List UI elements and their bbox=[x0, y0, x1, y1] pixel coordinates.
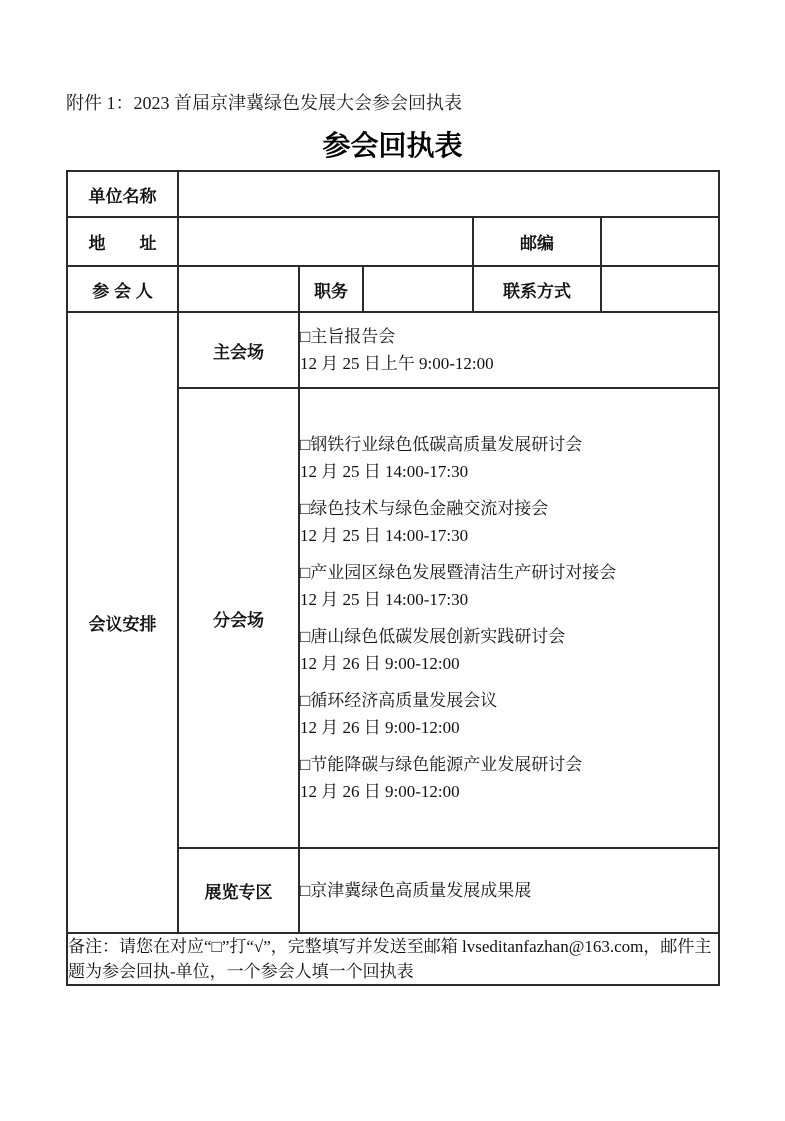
checkbox-icon[interactable]: □ bbox=[300, 435, 311, 454]
session-item bbox=[300, 495, 718, 549]
unit-name-input[interactable] bbox=[178, 171, 719, 217]
checkbox-icon[interactable]: □ bbox=[300, 327, 311, 346]
contact-label: 联系方式 bbox=[473, 266, 601, 312]
note-text: 备注：请您在对应“□”打“√”，完整填写并发送至邮箱 lvseditanfazhan@163.com，邮件主题为参会回执-单位，一个参会人填一个回执表 bbox=[67, 933, 719, 985]
main-venue-row bbox=[67, 312, 719, 388]
checkbox-icon[interactable]: □ bbox=[300, 499, 311, 518]
sub-venue-cell bbox=[299, 388, 719, 848]
session-time: 12 月 26 日 9:00-12:00 bbox=[300, 654, 460, 673]
attendee-input[interactable] bbox=[178, 266, 299, 312]
postcode-input[interactable] bbox=[601, 217, 719, 266]
position-label: 职务 bbox=[299, 266, 363, 312]
document-title: 参会回执表 bbox=[322, 130, 463, 161]
session-time: 12 月 26 日 9:00-12:00 bbox=[300, 718, 460, 737]
session-item bbox=[300, 623, 718, 677]
main-venue-label: 主会场 bbox=[178, 312, 299, 388]
session-name: 绿色技术与绿色金融交流对接会 bbox=[310, 499, 549, 518]
contact-input[interactable] bbox=[601, 266, 719, 312]
checkbox-icon[interactable]: □ bbox=[300, 691, 311, 710]
session-item bbox=[300, 559, 718, 613]
session-name: 京津冀绿色高质量发展成果展 bbox=[310, 881, 532, 900]
attendee-row bbox=[67, 266, 719, 312]
address-input[interactable] bbox=[178, 217, 473, 266]
position-input[interactable] bbox=[363, 266, 473, 312]
session-name: 钢铁行业绿色低碳高质量发展研讨会 bbox=[310, 435, 583, 454]
main-venue-cell bbox=[299, 312, 719, 388]
session-item bbox=[300, 323, 718, 377]
checkbox-icon[interactable]: □ bbox=[300, 755, 311, 774]
session-time: 12 月 26 日 9:00-12:00 bbox=[300, 782, 460, 801]
checkbox-icon[interactable]: □ bbox=[300, 563, 311, 582]
attachment-heading: 附件 1：2023 首届京津冀绿色发展大会参会回执表 bbox=[66, 93, 462, 113]
session-time: 12 月 25 日 14:00-17:30 bbox=[300, 462, 469, 481]
checkbox-icon[interactable]: □ bbox=[300, 627, 311, 646]
session-item bbox=[300, 431, 718, 485]
checkbox-icon[interactable]: □ bbox=[300, 881, 311, 900]
session-name: 循环经济高质量发展会议 bbox=[310, 691, 498, 710]
session-name: 主旨报告会 bbox=[310, 327, 396, 346]
postcode-label: 邮编 bbox=[473, 217, 601, 266]
session-time: 12 月 25 日上午 9:00-12:00 bbox=[300, 354, 494, 373]
reply-form-table bbox=[66, 170, 720, 986]
session-time: 12 月 25 日 14:00-17:30 bbox=[300, 590, 469, 609]
session-item bbox=[300, 687, 718, 741]
exhibition-label: 展览专区 bbox=[178, 848, 299, 933]
schedule-section-label: 会议安排 bbox=[67, 312, 178, 933]
session-item bbox=[300, 877, 718, 904]
session-name: 唐山绿色低碳发展创新实践研讨会 bbox=[310, 627, 566, 646]
unit-name-row bbox=[67, 171, 719, 217]
session-name: 节能降碳与绿色能源产业发展研讨会 bbox=[310, 755, 583, 774]
unit-name-label: 单位名称 bbox=[67, 171, 178, 217]
session-item bbox=[300, 751, 718, 805]
session-name: 产业园区绿色发展暨清洁生产研讨对接会 bbox=[310, 563, 617, 582]
session-time: 12 月 25 日 14:00-17:30 bbox=[300, 526, 469, 545]
address-label: 地 址 bbox=[67, 217, 178, 266]
address-row bbox=[67, 217, 719, 266]
note-row bbox=[67, 933, 719, 985]
attendee-label: 参 会 人 bbox=[67, 266, 178, 312]
sub-venue-label: 分会场 bbox=[178, 388, 299, 848]
exhibition-cell bbox=[299, 848, 719, 933]
